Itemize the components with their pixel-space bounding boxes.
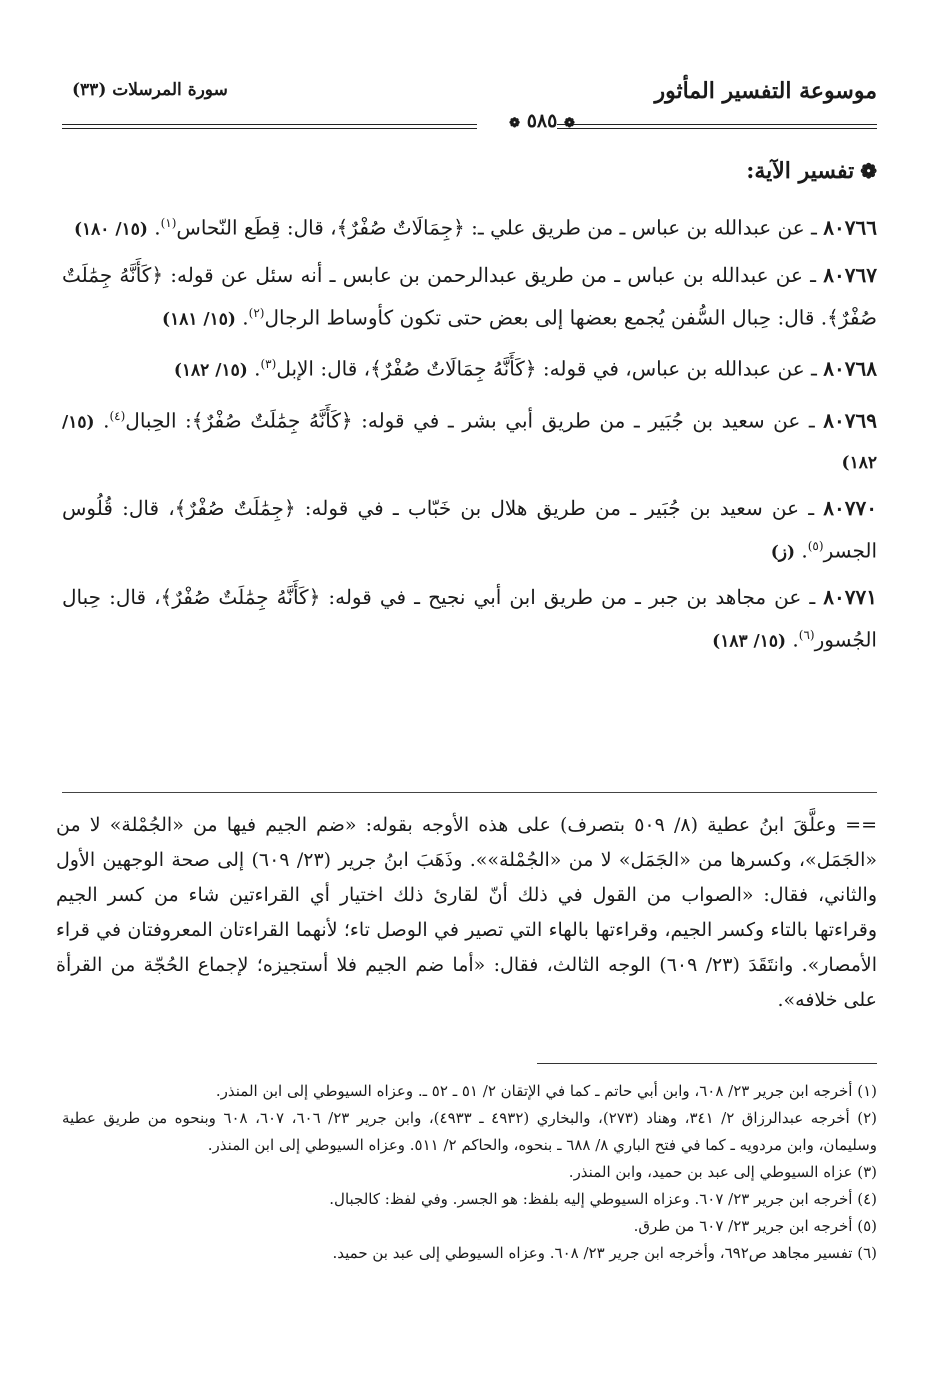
footnote: (٤) أخرجه ابن جرير ٢٣/ ٦٠٧. وعزاه السيوطي إليه بلفظ: هو الجسر. وفي لفظ: كالجبال. [329,1190,877,1208]
section-title: تفسير الآية: [746,158,855,184]
source-ref: (١٥/ ١٨٠) [73,219,148,240]
book-title: موسوعة التفسير المأثور [654,78,877,104]
entry-number: ٨٠٧٦٦ [823,215,877,240]
entry-number: ٨٠٧٧١ [823,585,877,610]
footnote: (١) أخرجه ابن جرير ٢٣/ ٦٠٨، وابن أبي حاتم ـ كما في الإتقان ٢/ ٥١ ـ ٥٢ ـ. وعزاه السيوطي إلى ابن المنذر. [215,1082,877,1100]
footnote-ref[interactable]: (٣) [260,357,277,372]
commentary-divider [62,792,877,793]
entry-text: ـ عن سعيد بن جُبَير ـ من طريق أبي بشر ـ في قوله: ﴿كَأَنَّهُ جِمَٰلَتٌ صُفْرٌ﴾: الحِبال [125,408,815,433]
footnote-ref[interactable]: (٢) [248,305,265,320]
entry-number: ٨٠٧٦٧ [823,262,878,287]
source-ref: (١٥/ ١٨٢) [173,360,248,381]
source-ref: (ز) [770,542,796,563]
ornament-icon: ❁ [563,116,575,131]
footnote-ref[interactable]: (٦) [798,628,815,643]
footnote: (٣) عزاه السيوطي إلى عبد بن حميد، وابن المنذر. [568,1163,877,1181]
narration-entry: ٨٠٧٧٠ ـ عن سعيد بن جُبَير ـ من طريق هلال بن خَبّاب ـ في قوله: ﴿جِمَٰلَتٌ صُفْرٌ﴾، قال: قُلُوس الجسر$^{(٥)}$. (ز) [62,495,877,563]
footnote-ref[interactable]: (٥) [807,538,824,553]
running-header [62,78,877,112]
ornament-icon: ❁ [509,116,521,131]
entry-text: ـ عن مجاهد بن جبر ـ من طريق ابن أبي نجيح ـ في قوله: ﴿كَأَنَّهُ جِمَٰلَتٌ صُفْرٌ﴾، قال: حِبال الجُسور [62,585,877,652]
narration-entry: ٨٠٧٦٧ ـ عن عبدالله بن عباس ـ من طريق عبدالرحمن بن عابس ـ أنه سئل عن قوله: ﴿كَأَنَّهُ جِمَٰلَتٌ صُفْرٌ﴾. قال: حِبال السُّفن يُجمع بعضها إلى بعض حتى تكون كأوساط الرجال$^{(٢)}$. (١٥/ ١٨١) [62,262,878,330]
entry-text: ـ عن عبدالله بن عباس ـ من طريق عبدالرحمن بن عابس ـ أنه سئل عن قوله: ﴿كَأَنَّهُ جِمَٰلَتٌ صُفْرٌ﴾. قال: حِبال السُّفن يُجمع بعضها إلى بعض حتى تكون كأوساط الرجال [62,262,877,330]
section-heading [746,158,877,184]
entry-number: ٨٠٧٦٨ [823,356,877,381]
footnote-ref[interactable]: (٤) [109,408,126,423]
narration-entry: ٨٠٧٦٦ ـ عن عبدالله بن عباس ـ من طريق علي ـ: ﴿جِمَالَاتٌ صُفْرٌ﴾، قال: قِطَع النّحاس$^{(١)}$. (١٥/ ١٨٠) [73,215,877,240]
narration-entry: ٨٠٧٧١ ـ عن مجاهد بن جبر ـ من طريق ابن أبي نجيح ـ في قوله: ﴿كَأَنَّهُ جِمَٰلَتٌ صُفْرٌ﴾، قال: حِبال الجُسور$^{(٦)}$. (١٥/ ١٨٣) [62,585,877,652]
entry-text: ـ عن عبدالله بن عباس، في قوله: ﴿كَأَنَّهُ جِمَالَاتٌ صُفْرٌ﴾، قال: الإبل [276,356,817,381]
footnote-ref[interactable]: (١) [160,216,177,230]
entries-list [62,204,877,668]
surah-label: سورة المرسلات (٣٣) [72,80,228,100]
commentary-text: == وعلَّقَ ابنُ عطية (٨/ ٥٠٩ بتصرف) على هذه الأوجه بقوله: «ضم الجيم فيها من «الجُمْلة» لا من «الجَمَل»، وكسرها من «الجَمَل» لا من «الجُمْلة»». وذَهَبَ ابنُ جرير (٢٣/ ٦٠٩) إلى صحة الوجهين الأول والثاني، فقال: «الصواب من القول في ذلك أنّ لقارئ ذلك اختيار أي القراءتين شاء من كسر الجيم وقراءتها بالتاء وكسر الجيم، وقراءتها بالهاء التي تصير في الوصل تاء؛ لأنهما القراءتان المعروفتان في قراء الأمصار». وانتَقَدَ (٢٣/ ٦٠٩) الوجه الثالث، فقال: «أما ضم الجيم فلا أستجيزه؛ لإجماع الحُجّة من القرأة على خلافه». [56,814,877,1011]
page-number-text: ٥٨٥ [526,110,558,132]
entry-text: ـ عن سعيد بن جُبَير ـ من طريق هلال بن خَبّاب ـ في قوله: ﴿جِمَٰلَتٌ صُفْرٌ﴾، قال: قُلُوس الجسر [62,495,877,563]
narration-entry: ٨٠٧٦٨ ـ عن عبدالله بن عباس، في قوله: ﴿كَأَنَّهُ جِمَالَاتٌ صُفْرٌ﴾، قال: الإبل$^{(٣)}$. (١٥/ ١٨٢) [173,356,877,381]
footnote-rule [537,1063,877,1064]
source-ref: (١٥/ ١٨٢) [62,412,877,473]
entry-text: ـ عن عبدالله بن عباس ـ من طريق علي ـ: ﴿جِمَالَاتٌ صُفْرٌ﴾، قال: قِطَع النّحاس [176,215,817,240]
source-ref: (١٥/ ١٨٣) [712,631,787,652]
header-rule-right [557,124,877,129]
footnotes [62,1078,877,1267]
footnote: (٥) أخرجه ابن جرير ٢٣/ ٦٠٧ من طرق. [633,1217,877,1235]
book-page [56,0,878,1386]
entry-number: ٨٠٧٦٩ [823,408,878,433]
source-ref: (١٥/ ١٨١) [162,309,236,330]
narration-entry: ٨٠٧٦٩ ـ عن سعيد بن جُبَير ـ من طريق أبي بشر ـ في قوله: ﴿كَأَنَّهُ جِمَٰلَتٌ صُفْرٌ﴾: الحِبال$^{(٤)}$. (١٥/ ١٨٢) [62,408,878,473]
flower-icon: ❁ [860,159,877,183]
footnote: (٦) تفسير مجاهد ص٦٩٢، وأخرجه ابن جرير ٢٣/ ٦٠٨. وعزاه السيوطي إلى عبد بن حميد. [332,1244,877,1262]
entry-number: ٨٠٧٧٠ [823,495,877,520]
header-rule-left [62,124,477,129]
footnote: (٢) أخرجه عبدالرزاق ٢/ ٣٤١، وهناد (٢٧٣)، والبخاري (٤٩٣٢ ـ ٤٩٣٣)، وابن جرير ٢٣/ ٦٠٦، ٦٠٧، ٦٠٨ وبنحوه من طريق عطية وسليمان، وابن مردويه ـ كما في فتح الباري ٨/ ٦٨٨ ـ بنحوه، والحاكم ٢/ ٥١١. وعزاه السيوطي إلى ابن المنذر. [62,1109,877,1154]
page-number [492,110,592,132]
